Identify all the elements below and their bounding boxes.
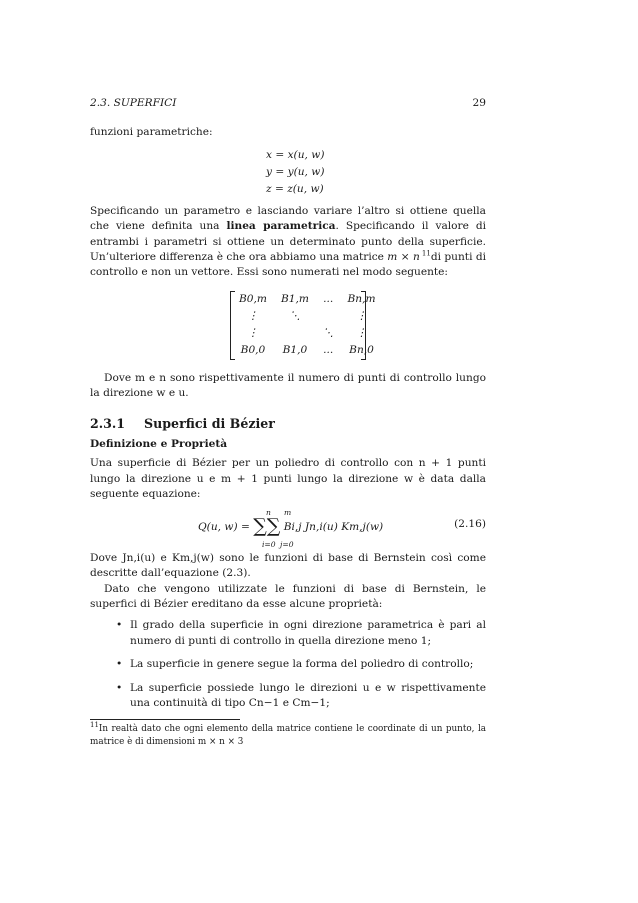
bullet-icon: • — [116, 658, 123, 671]
page-number: 29 — [472, 97, 486, 109]
list-item — [90, 618, 486, 649]
footnote-text: In realtà dato che ogni elemento della matrice contiene le coordinate di un punto, la matrice è di dimensioni m × n × 3 — [90, 724, 486, 747]
paragraph-bernstein-ref: Dove Jn,i(u) e Km,j(w) sono le funzioni di base di Bernstein così come descritte dall’equazione (2.3). — [90, 551, 486, 580]
matrix-cell: B0,m — [239, 292, 267, 305]
paragraph-linea-parametrica — [90, 204, 486, 281]
matrix-cell: ... — [323, 292, 334, 305]
matrix-cell: ⋮ — [356, 326, 367, 339]
sum-inner-icon: ∑ — [266, 514, 281, 537]
list-item — [90, 681, 486, 712]
footnote-mark: 11 — [90, 721, 99, 730]
equation-x: x = x(u, w) — [266, 148, 325, 161]
section-heading — [90, 416, 486, 431]
section-title: Superfici di Bézier — [144, 415, 275, 431]
sum-outer-lower: i=0 — [262, 539, 276, 549]
sum-inner-lower: j=0 — [280, 539, 294, 549]
list-item-text: Il grado della superficie in ogni direzione parametrica è pari al numero di punti di controllo in quella direzione meno 1; — [130, 619, 486, 647]
matrix-cell: Bn,m — [347, 292, 376, 305]
matrix-cell: ... — [323, 343, 334, 356]
equation-lhs: Q(u, w) = — [198, 520, 254, 533]
p1-text-c: di punti di controllo e non un vettore. Essi sono numerati nel modo seguente: — [90, 251, 486, 279]
header-section: 2.3. SUPERFICI — [90, 97, 177, 109]
matrix-cell — [274, 325, 316, 342]
matrix-cell: ⋮ — [247, 326, 259, 339]
list-item-text: La superficie in genere segue la forma del poliedro di controllo; — [130, 658, 474, 671]
running-header — [90, 96, 486, 111]
bullet-icon: • — [116, 619, 123, 632]
matrix-cell: ⋱ — [322, 326, 334, 339]
matrix-cell: B0,0 — [240, 343, 266, 356]
bullet-icon: • — [116, 681, 123, 694]
matrix-cell: ⋮ — [247, 309, 259, 322]
section-number: 2.3.1 — [90, 415, 126, 431]
equation-y: y = y(u, w) — [266, 165, 325, 178]
paragraph-bezier-definition: Una superficie di Bézier per un poliedro di controllo con n + 1 punti lungo la direzione u e m + 1 punti lungo la direzione w è data dalla seguente equazione: — [90, 457, 486, 501]
intro-text: funzioni parametriche: — [90, 126, 213, 139]
p1-text-a: Specificando un parametro e lasciando variare l’altro si ottiene quella che viene definita una — [90, 204, 486, 233]
footnote-rule — [90, 719, 240, 720]
control-point-matrix — [90, 291, 486, 359]
matrix-cell: B1,m — [280, 292, 309, 305]
subheading: Definizione e Proprietà — [90, 438, 228, 451]
p1-text-b: . Specificando il valore di entrambi i parametri si ottiene un determinato punto della superficie. Un’ulteriore differenza è che ora abbiamo una matrice — [90, 220, 486, 264]
footnote — [90, 723, 486, 748]
sum-inner-upper: m — [284, 507, 292, 517]
matrix-cell: B1,0 — [282, 343, 308, 356]
paragraph-properties-intro: Dato che vengono utilizzate le funzioni di base di Bernstein, le superfici di Bézier ereditano da esse alcune proprietà: — [90, 582, 486, 610]
page — [90, 96, 486, 748]
footnote-ref[interactable]: 11 — [421, 249, 431, 258]
matrix-row — [232, 291, 383, 308]
properties-list — [90, 618, 486, 711]
matrix-row — [232, 308, 383, 325]
matrix-row — [232, 325, 383, 342]
sum-outer-upper: n — [266, 507, 271, 517]
p1-matrix-size: m × n — [387, 251, 420, 264]
equation-number: (2.16) — [454, 517, 486, 530]
equation-rhs: Bi,j Jn,i(u) Km,j(w) — [283, 520, 384, 533]
term-linea-parametrica: linea parametrica — [226, 220, 336, 233]
matrix-cell: Bn,0 — [349, 343, 374, 356]
matrix-cell: ⋱ — [289, 309, 301, 322]
equation-2-16 — [90, 505, 486, 549]
list-item-text: La superficie possiede lungo le direzioni u e w rispettivamente una continuità di tipo Cn−1 e Cm−1; — [130, 681, 486, 709]
list-item — [90, 657, 486, 672]
sum-outer-icon: ∑ — [253, 514, 267, 537]
equation-z: z = z(u, w) — [266, 182, 324, 195]
matrix-cell: ⋮ — [356, 309, 367, 322]
parametric-equations — [266, 147, 486, 198]
matrix-row — [232, 342, 383, 359]
matrix-cell — [316, 308, 341, 325]
paragraph-dove-m-n: Dove m e n sono rispettivamente il numero di punti di controllo lungo la direzione w e u. — [90, 371, 486, 400]
